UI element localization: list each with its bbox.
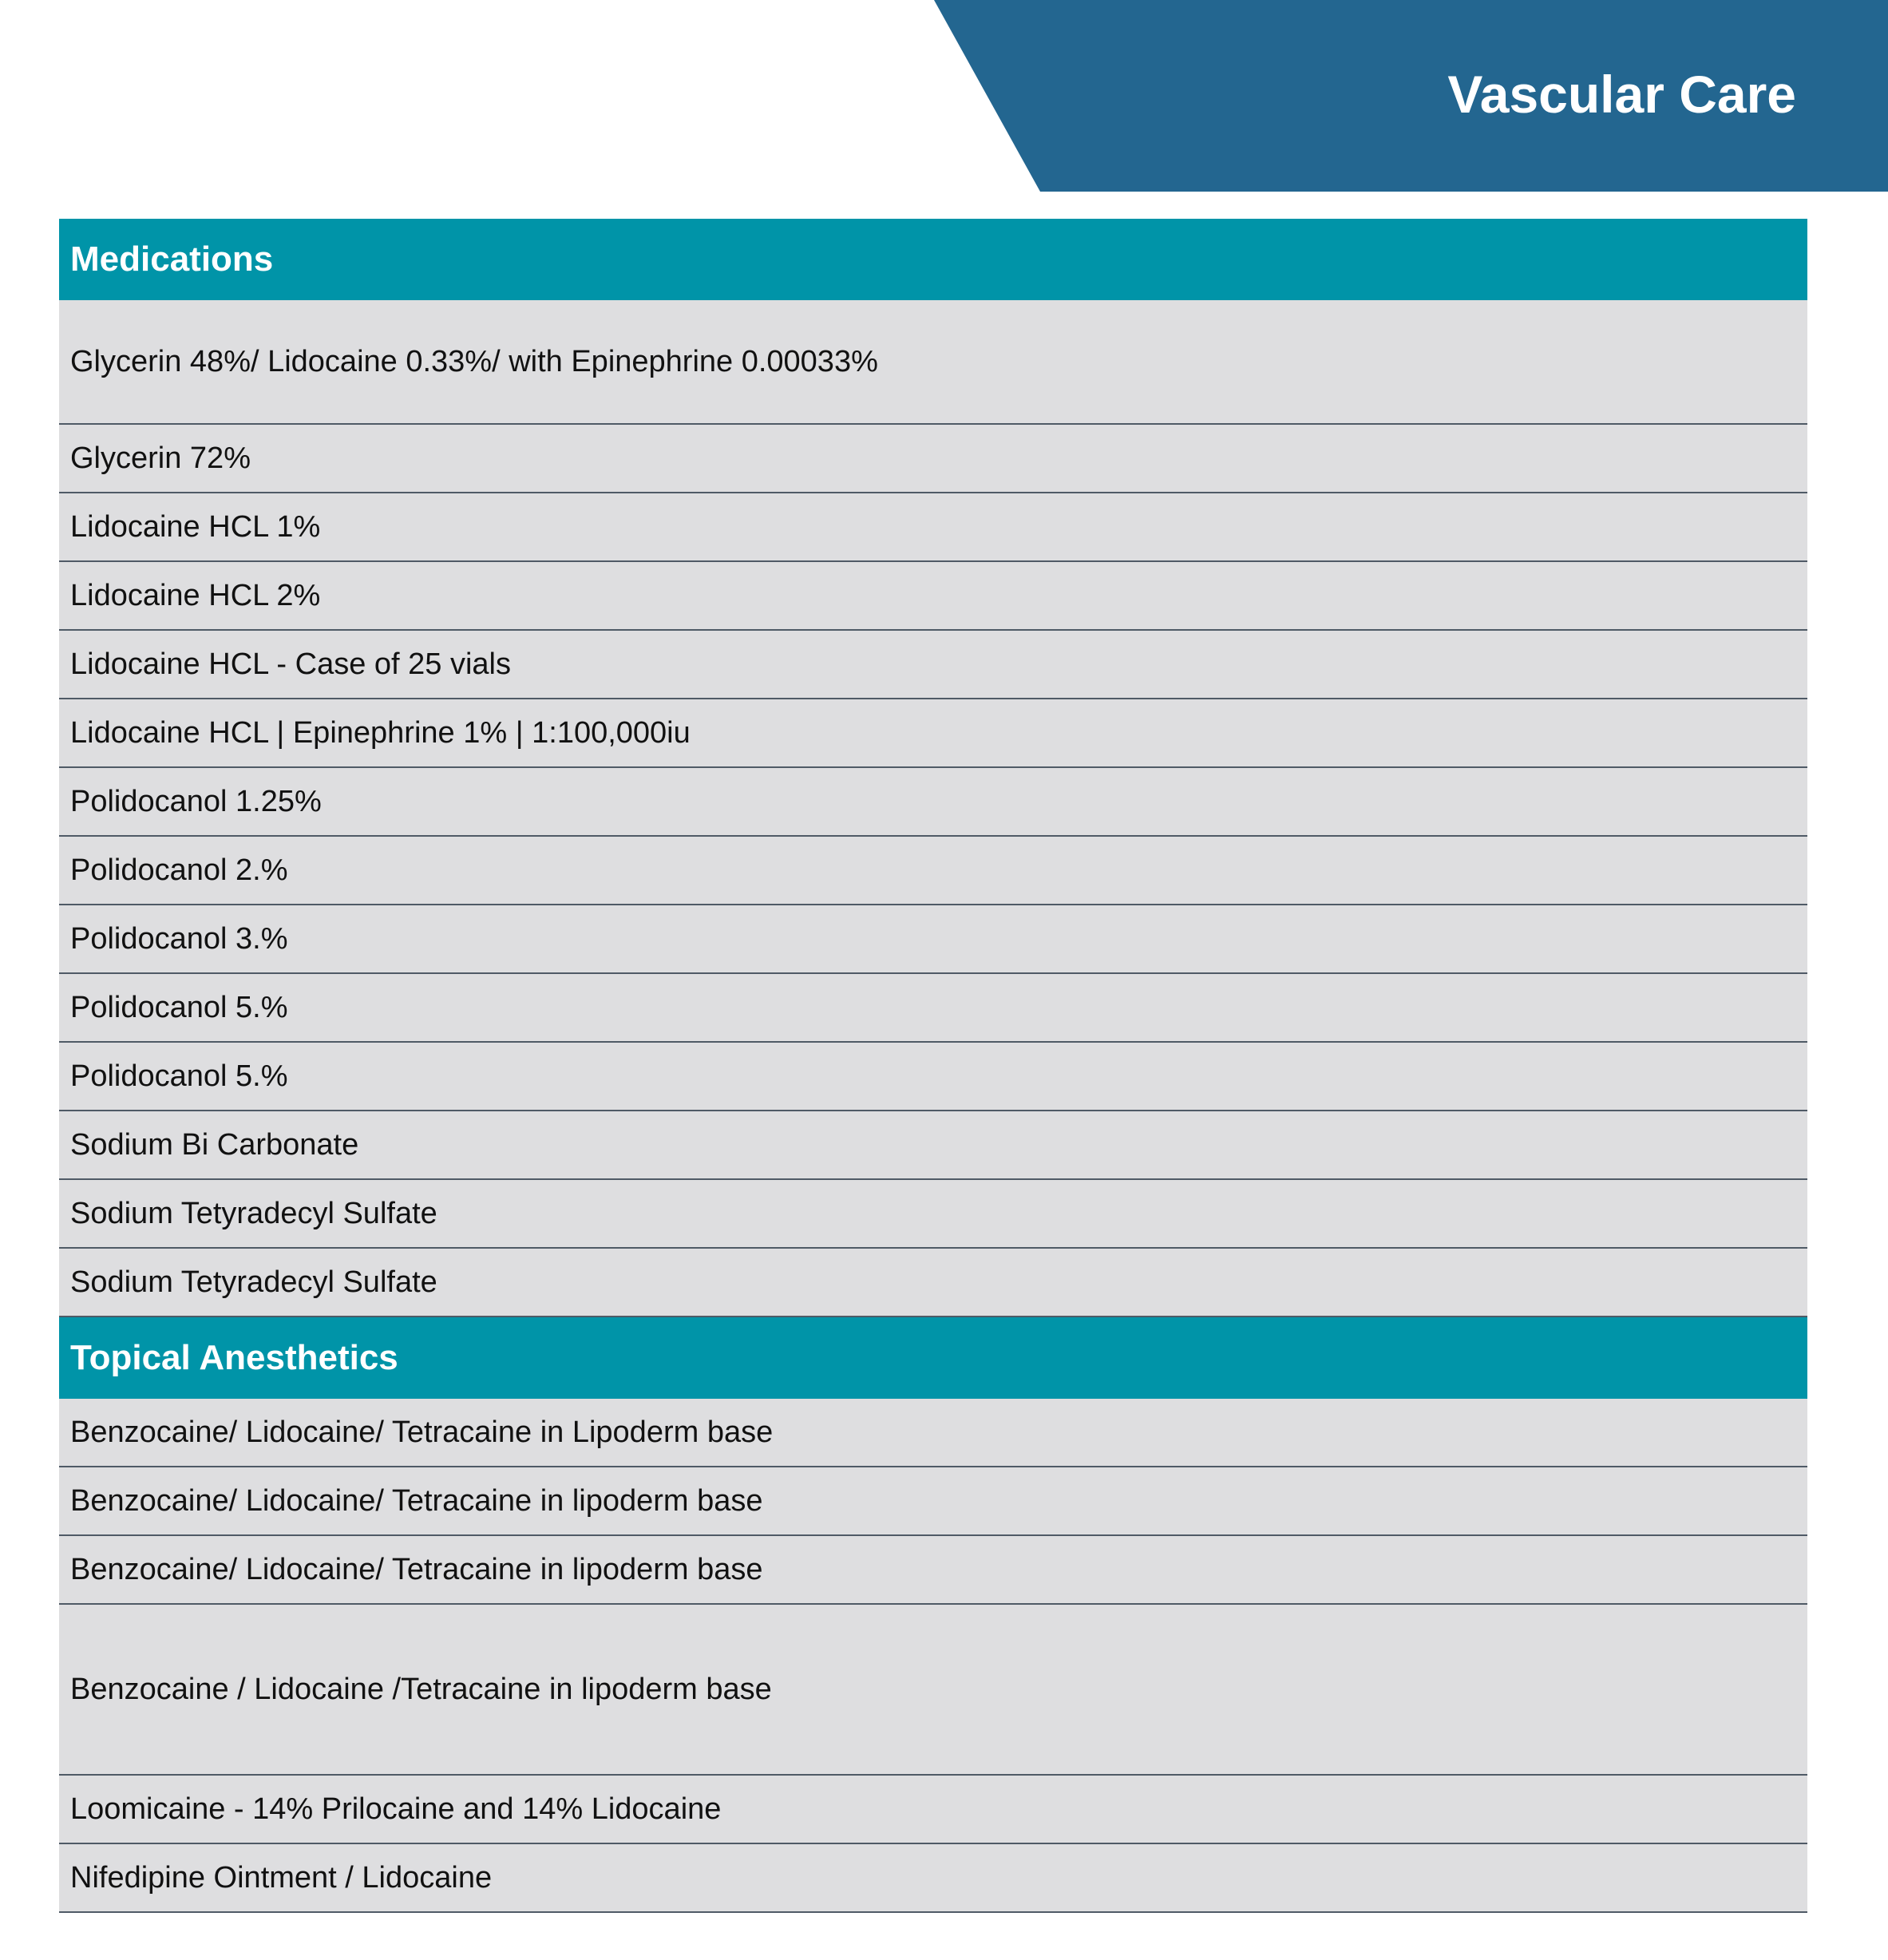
- table-row: Lidocaine HCL 1%: [59, 493, 1807, 562]
- table-row: Benzocaine / Lidocaine /Tetracaine in lipoderm base: [59, 1605, 1807, 1776]
- table-row: Loomicaine - 14% Prilocaine and 14% Lidocaine: [59, 1776, 1807, 1844]
- table-row: Polidocanol 1.25%: [59, 768, 1807, 837]
- table-row: Lidocaine HCL | Epinephrine 1% | 1:100,000iu: [59, 699, 1807, 768]
- table-row: Benzocaine/ Lidocaine/ Tetracaine in lipoderm base: [59, 1536, 1807, 1605]
- table-row: Polidocanol 5.%: [59, 1043, 1807, 1111]
- table-row: Sodium Tetyradecyl Sulfate: [59, 1180, 1807, 1249]
- table-row: Polidocanol 5.%: [59, 974, 1807, 1043]
- table-row: Glycerin 48%/ Lidocaine 0.33%/ with Epinephrine 0.00033%: [59, 300, 1807, 425]
- table-row: Lidocaine HCL 2%: [59, 562, 1807, 631]
- table-row: Benzocaine/ Lidocaine/ Tetracaine in lipoderm base: [59, 1467, 1807, 1536]
- table-row: Lidocaine HCL - Case of 25 vials: [59, 631, 1807, 699]
- table-row: Polidocanol 3.%: [59, 905, 1807, 974]
- section-header-topical-anesthetics: Topical Anesthetics: [59, 1317, 1807, 1399]
- section-header-medications: Medications: [59, 219, 1807, 300]
- table-row: Benzocaine/ Lidocaine/ Tetracaine in Lipoderm base: [59, 1399, 1807, 1467]
- table-row: Polidocanol 2.%: [59, 837, 1807, 905]
- product-table: [59, 219, 1807, 1913]
- table-row: Glycerin 72%: [59, 425, 1807, 493]
- table-row: Sodium Bi Carbonate: [59, 1111, 1807, 1180]
- header-banner: [934, 0, 1888, 192]
- table-row: Sodium Tetyradecyl Sulfate: [59, 1249, 1807, 1317]
- page-title: Vascular Care: [1447, 65, 1796, 124]
- table-row: Nifedipine Ointment / Lidocaine: [59, 1844, 1807, 1913]
